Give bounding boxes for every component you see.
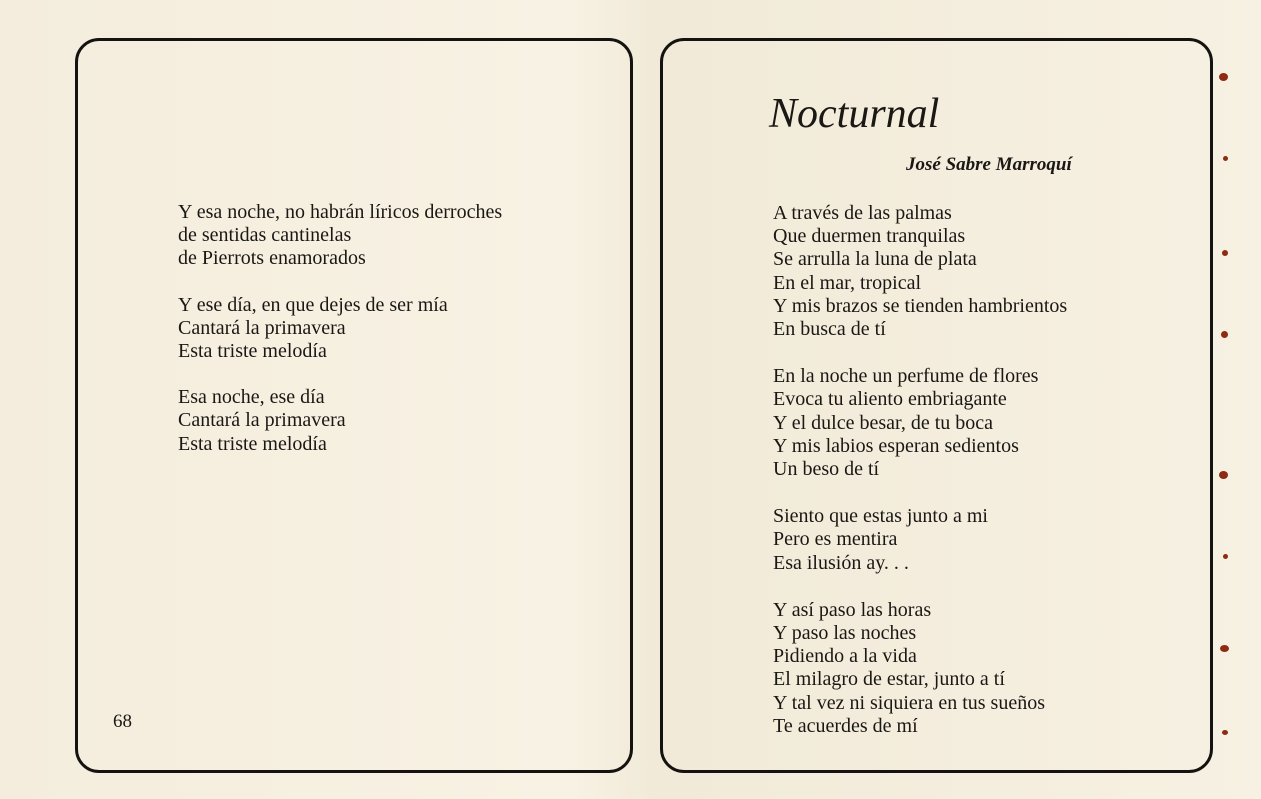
poem-line: Siento que estas junto a mi (773, 505, 988, 528)
left-stanza-2 (178, 294, 502, 364)
right-stanza-1 (773, 202, 1067, 341)
poem-line: Esta triste melodía (178, 432, 327, 455)
poem-line: Un beso de tí (773, 458, 880, 481)
binding-hole-mark (1219, 471, 1228, 479)
page-number: 68 (113, 711, 132, 732)
poem-line: Y mis brazos se tienden hambrientos (773, 294, 1068, 317)
binding-hole-mark (1222, 730, 1228, 735)
binding-hole-mark (1219, 73, 1228, 81)
poem-line: Cantará la primavera (178, 316, 346, 339)
poem-line: Y paso las noches (773, 622, 917, 645)
poem-line: Se arrulla la luna de plata (773, 248, 977, 271)
poem-line: de Pierrots enamorados (178, 247, 366, 270)
poem-line: de sentidas cantinelas (178, 224, 352, 247)
poem-line: Esa ilusión ay. . . (773, 551, 909, 574)
binding-hole-mark (1223, 554, 1228, 559)
poem-line: En busca de tí (773, 318, 886, 341)
poem-line: Esa noche, ese día (178, 386, 325, 409)
poem-line: Y el dulce besar, de tu boca (773, 411, 994, 434)
left-stanza-1 (178, 201, 502, 271)
binding-hole-mark (1221, 331, 1228, 338)
right-stanza-3 (773, 505, 1067, 575)
poem-line: Y esa noche, no habrán líricos derroches (178, 201, 503, 223)
binding-hole-mark (1220, 645, 1229, 652)
poem-line: El milagro de estar, junto a tí (773, 668, 1005, 691)
left-stanza-3 (178, 386, 502, 456)
poem-line: Y así paso las horas (773, 598, 932, 621)
poem-line: A través de las palmas (773, 202, 952, 224)
binding-hole-mark (1223, 156, 1228, 161)
poem-title: Nocturnal (769, 91, 940, 137)
poem-line: Te acuerdes de mí (773, 714, 918, 737)
poem-line: Esta triste melodía (178, 340, 327, 363)
poem-line: En el mar, tropical (773, 271, 922, 294)
poem-line: Y tal vez ni siquiera en tus sueños (773, 691, 1045, 714)
poem-line: Y ese día, en que dejes de ser mía (178, 293, 448, 316)
right-stanza-2 (773, 365, 1067, 481)
right-poem (773, 202, 1067, 762)
poem-line: Evoca tu aliento embriagante (773, 388, 1007, 411)
poem-line: Que duermen tranquilas (773, 225, 966, 248)
poem-line: Pidiendo a la vida (773, 645, 917, 668)
poem-line: Pero es mentira (773, 528, 898, 551)
poem-author: José Sabre Marroquí (906, 154, 1072, 175)
right-stanza-4 (773, 599, 1067, 738)
left-poem (178, 201, 502, 479)
poem-line: Cantará la primavera (178, 409, 346, 432)
poem-line: En la noche un perfume de flores (773, 365, 1039, 388)
poem-line: Y mis labios esperan sedientos (773, 434, 1019, 457)
binding-hole-mark (1222, 250, 1228, 256)
